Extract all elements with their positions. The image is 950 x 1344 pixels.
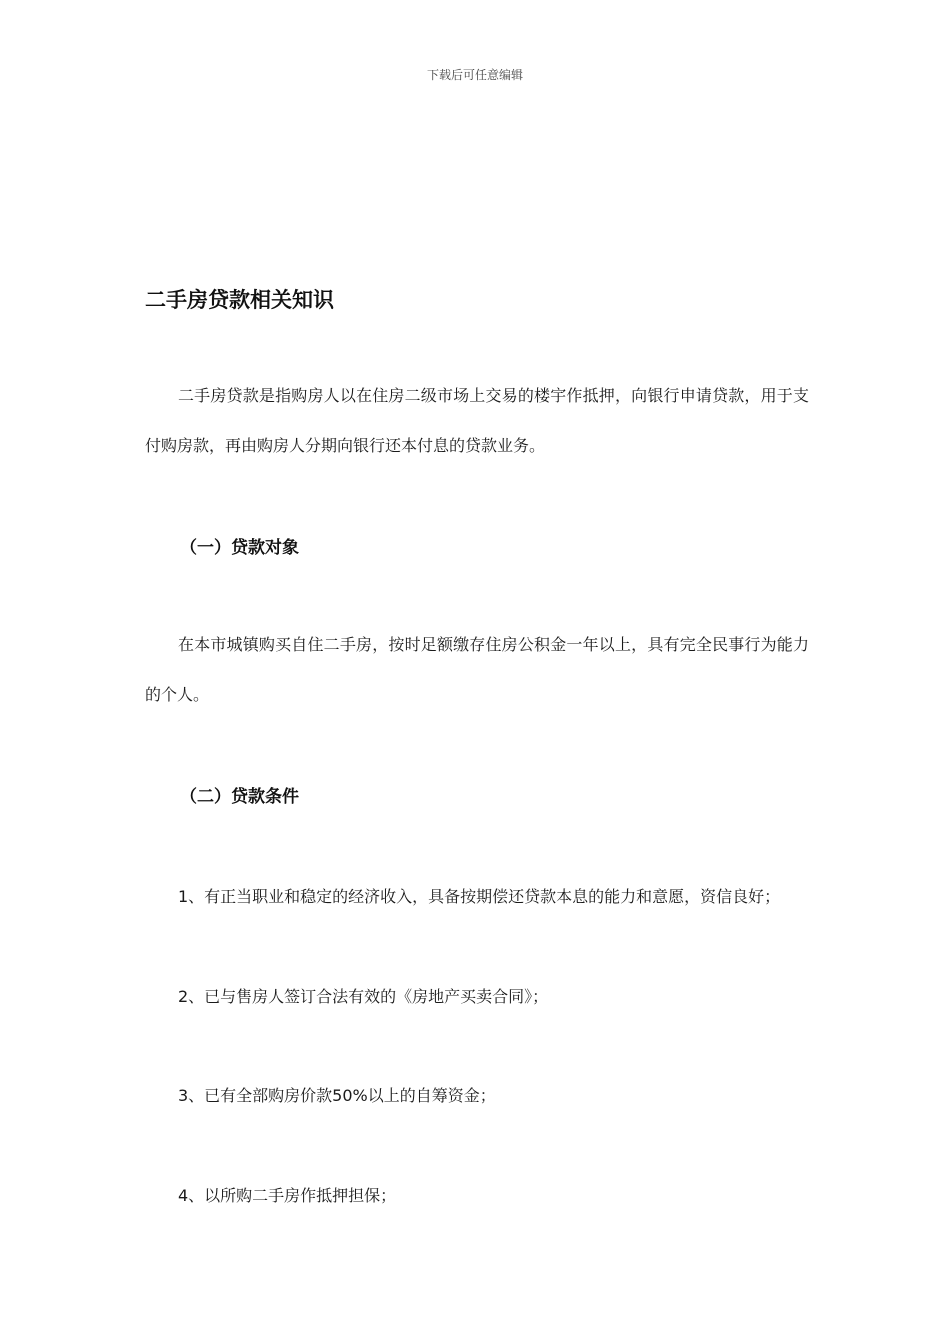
condition-item-2: 2、已与售房人签订合法有效的《房地产买卖合同》； bbox=[178, 987, 549, 1006]
condition-item-1: 1、有正当职业和稳定的经济收入，具备按期偿还贷款本息的能力和意愿，资信良好； bbox=[178, 887, 781, 906]
intro-paragraph: 二手房贷款是指购房人以在住房二级市场上交易的楼宇作抵押，向银行申请贷款，用于支付购房款，再由购房人分期向银行还本付息的贷款业务。 bbox=[145, 386, 809, 455]
borrowers-paragraph: 在本市城镇购买自住二手房，按时足额缴存住房公积金一年以上，具有完全民事行为能力的个人。 bbox=[145, 635, 809, 704]
section-heading-borrowers: （一）贷款对象 bbox=[180, 538, 299, 558]
condition-item-3: 3、已有全部购房价款50%以上的自筹资金； bbox=[178, 1086, 496, 1105]
section-heading-conditions: （二）贷款条件 bbox=[180, 787, 299, 807]
header-note: 下载后可任意编辑 bbox=[426, 68, 523, 82]
document-title: 二手房贷款相关知识 bbox=[145, 288, 334, 312]
condition-item-4: 4、以所购二手房作抵押担保； bbox=[178, 1186, 397, 1205]
